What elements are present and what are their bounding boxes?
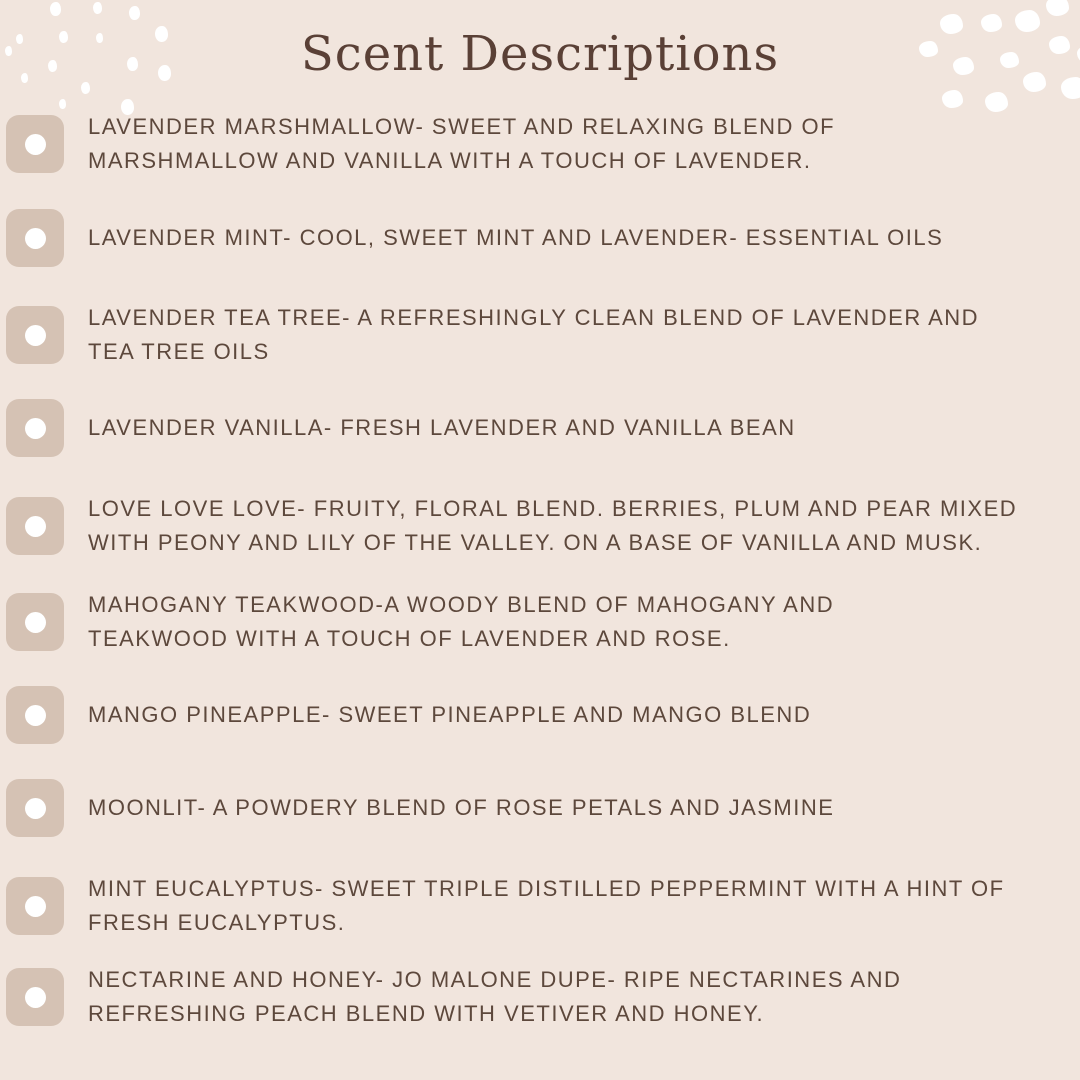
checkbox-dot-icon [25,987,46,1008]
bullet-checkbox-icon [6,779,64,837]
scent-description-line: MOONLIT- A POWDERY BLEND OF ROSE PETALS AND JASMINE [88,795,835,820]
bullet-checkbox-icon [6,115,64,173]
scent-description [88,221,943,255]
scent-description-line: REFRESHING PEACH BLEND WITH VETIVER AND HONEY. [88,1001,765,1026]
bullet-checkbox-icon [6,306,64,364]
scent-description [88,963,901,1031]
bullet-checkbox-icon [6,593,64,651]
page-title: Scent Descriptions [300,26,780,82]
bullet-checkbox-icon [6,968,64,1026]
scent-description [88,791,834,825]
scent-item [6,588,834,656]
scent-description-line: TEAKWOOD WITH A TOUCH OF LAVENDER AND ROSE. [88,626,731,651]
scent-item [6,963,901,1031]
bullet-checkbox-icon [6,399,64,457]
scent-description-line: WITH PEONY AND LILY OF THE VALLEY. ON A BASE OF VANILLA AND MUSK. [88,530,983,555]
checkbox-dot-icon [25,896,46,917]
scent-description [88,411,796,445]
scent-item [6,209,943,267]
scent-description [88,872,1005,940]
scent-description-line: MANGO PINEAPPLE- SWEET PINEAPPLE AND MANGO BLEND [88,702,812,727]
scent-description-line: TEA TREE OILS [88,339,270,364]
scent-description-line: LAVENDER VANILLA- FRESH LAVENDER AND VANILLA BEAN [88,415,796,440]
scent-description-line: LOVE LOVE LOVE- FRUITY, FLORAL BLEND. BERRIES, PLUM AND PEAR MIXED [88,496,1018,521]
scent-description-line: LAVENDER MARSHMALLOW- SWEET AND RELAXING BLEND OF [88,114,836,139]
scent-description [88,588,834,656]
scent-description-line: MARSHMALLOW AND VANILLA WITH A TOUCH OF LAVENDER. [88,148,812,173]
bullet-checkbox-icon [6,877,64,935]
scent-description [88,110,835,178]
checkbox-dot-icon [25,325,46,346]
scent-item [6,399,796,457]
scent-description-line: NECTARINE AND HONEY- JO MALONE DUPE- RIPE NECTARINES AND [88,967,902,992]
scent-description [88,492,1017,560]
scent-item [6,301,979,369]
bullet-checkbox-icon [6,209,64,267]
scent-item [6,872,1005,940]
scent-description-line: MAHOGANY TEAKWOOD-A WOODY BLEND OF MAHOGANY AND [88,592,835,617]
scent-item [6,686,811,744]
scent-item [6,110,835,178]
bullet-checkbox-icon [6,686,64,744]
scent-description-line: LAVENDER MINT- COOL, SWEET MINT AND LAVENDER- ESSENTIAL OILS [88,225,944,250]
checkbox-dot-icon [25,798,46,819]
scent-item [6,492,1017,560]
checkbox-dot-icon [25,134,46,155]
scent-description-line: FRESH EUCALYPTUS. [88,910,346,935]
bullet-checkbox-icon [6,497,64,555]
checkbox-dot-icon [25,228,46,249]
checkbox-dot-icon [25,418,46,439]
checkbox-dot-icon [25,705,46,726]
scent-item [6,779,834,837]
scent-description [88,698,811,732]
scent-description [88,301,979,369]
checkbox-dot-icon [25,516,46,537]
scent-description-line: LAVENDER TEA TREE- A REFRESHINGLY CLEAN BLEND OF LAVENDER AND [88,305,980,330]
scent-description-line: MINT EUCALYPTUS- SWEET TRIPLE DISTILLED PEPPERMINT WITH A HINT OF [88,876,1005,901]
checkbox-dot-icon [25,612,46,633]
